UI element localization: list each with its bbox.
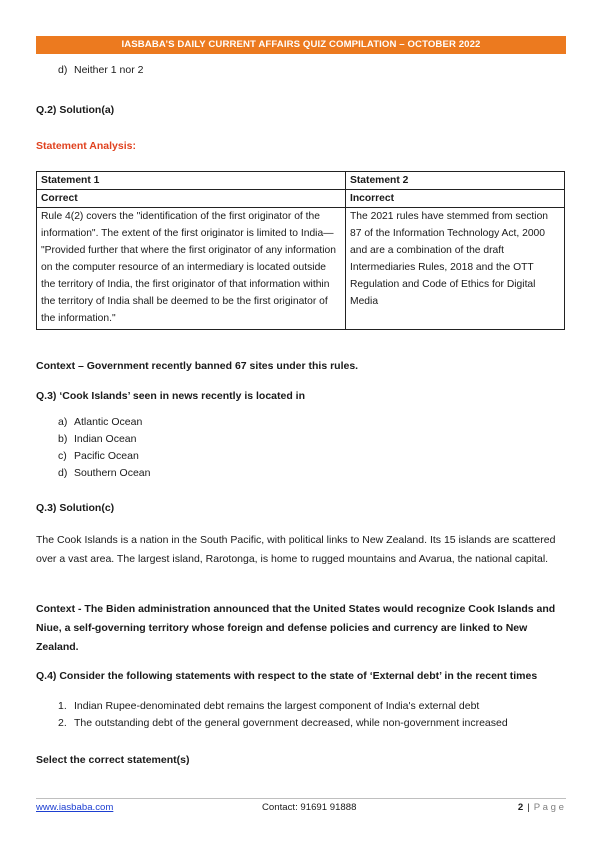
footer-divider <box>36 798 566 799</box>
statement-text: Indian Rupee-denominated debt remains the largest component of India's external debt <box>74 700 480 712</box>
page-separator: | <box>527 802 530 813</box>
q4-statements <box>58 698 558 732</box>
q3-question: Q.3) ‘Cook Islands’ seen in news recently is located in <box>36 390 306 402</box>
list-item <box>58 465 150 482</box>
table-verdict-cell: Incorrect <box>346 190 565 208</box>
q4-question: Q.4) Consider the following statements with respect to the state of ‘External debt’ in the recent times <box>36 670 538 682</box>
table-cell: Rule 4(2) covers the "identification of the first originator of the information". The extent of the first originator is limited to India— "Provided further that where the first originator of any information on the computer resource of an intermediary is located outside the territory of India, the first originator of that information within the territory of India shall be deemed to be the first originator of the information." <box>37 208 346 330</box>
option-text: Pacific Ocean <box>74 450 139 462</box>
q3-solution-title: Q.3) Solution(c) <box>36 502 115 514</box>
header-banner: IASBABA’S DAILY CURRENT AFFAIRS QUIZ COMPILATION – OCTOBER 2022 <box>36 36 566 54</box>
option-label: d) <box>58 64 68 76</box>
table-row <box>37 190 565 208</box>
statement-text: The outstanding debt of the general government decreased, while non-government increased <box>74 717 508 729</box>
option-text: Southern Ocean <box>74 467 151 479</box>
q3-options <box>58 414 150 482</box>
option-label: a) <box>58 416 68 428</box>
table-header-row <box>37 172 565 190</box>
footer-contact: Contact: 91691 91888 <box>262 802 357 813</box>
statement-analysis-table <box>36 171 565 330</box>
table-header-cell: Statement 2 <box>346 172 565 190</box>
q2-context: Context – Government recently banned 67 sites under this rules. <box>36 360 359 372</box>
list-item <box>58 448 150 465</box>
q3-context: Context - The Biden administration announced that the United States would recognize Cook Islands and Niue, a self-governing territory whose foreign and defense policies and currency are linked to New Zealand. <box>36 603 556 653</box>
option-text: Neither 1 nor 2 <box>74 64 144 76</box>
page-word: P a g e <box>533 802 564 813</box>
q2-option-d <box>58 64 143 76</box>
option-label: c) <box>58 450 67 462</box>
table-cell: The 2021 rules have stemmed from section 87 of the Information Technology Act, 2000 and are a combination of the draft Intermediaries Rules, 2018 and the OTT Regulation and Code of Ethics for Digital Media <box>346 208 565 330</box>
q2-solution-title: Q.2) Solution(a) <box>36 104 115 116</box>
list-item <box>58 431 150 448</box>
statement-label: 1. <box>58 700 67 712</box>
q4-instruction: Select the correct statement(s) <box>36 754 190 766</box>
list-item <box>58 698 558 715</box>
table-header-cell: Statement 1 <box>37 172 346 190</box>
list-item <box>58 715 558 732</box>
website-link[interactable]: www.iasbaba.com <box>36 802 114 813</box>
option-text: Indian Ocean <box>74 433 137 445</box>
statement-analysis-heading: Statement Analysis: <box>36 140 136 152</box>
option-label: d) <box>58 467 68 479</box>
table-verdict-cell: Correct <box>37 190 346 208</box>
page-indicator <box>518 802 564 813</box>
option-label: b) <box>58 433 68 445</box>
statement-label: 2. <box>58 717 67 729</box>
list-item <box>58 414 150 431</box>
table-row <box>37 208 565 330</box>
q3-explanation: The Cook Islands is a nation in the South Pacific, with political links to New Zealand. Its 15 islands are scattered over a vast area. The largest island, Rarotonga, is home to rugged mountains and Avarua, the national capital. <box>36 534 556 565</box>
page-number: 2 <box>517 802 524 813</box>
option-text: Atlantic Ocean <box>74 416 143 428</box>
